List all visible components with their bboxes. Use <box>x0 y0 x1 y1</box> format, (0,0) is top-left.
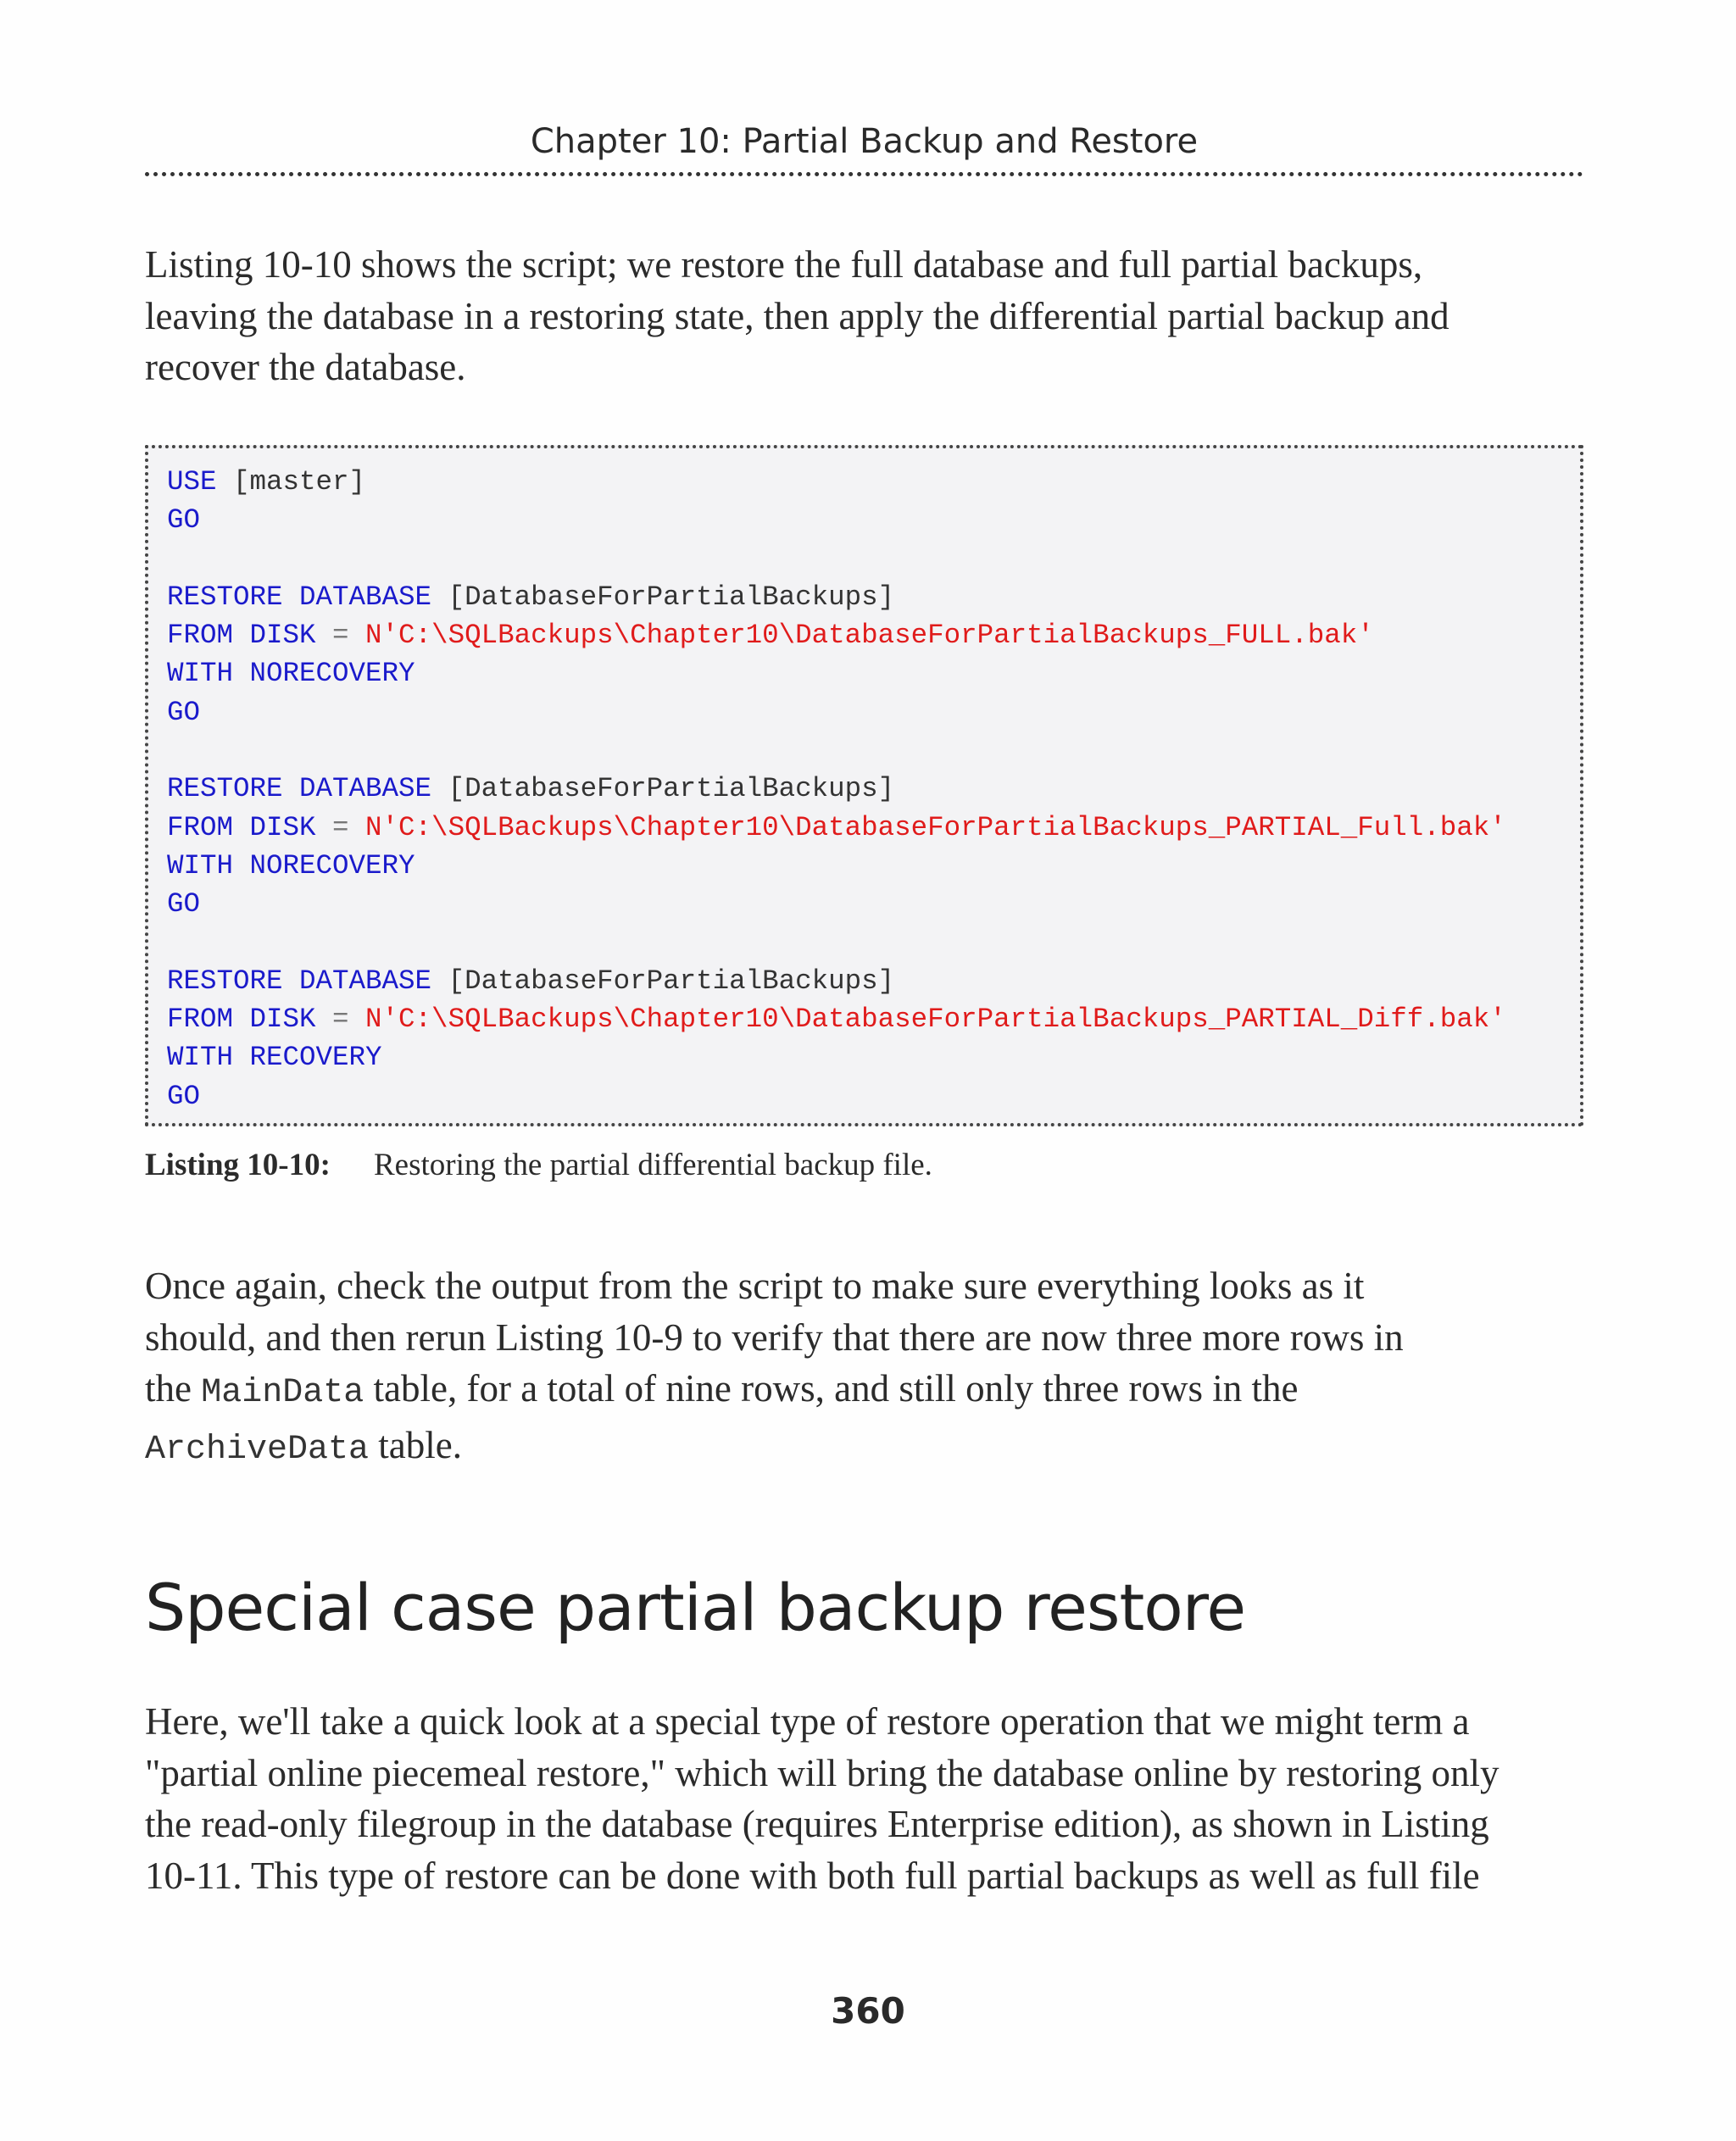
section-line-3: the read-only filegroup in the database (requires Enterprise edition), as shown in Listing <box>145 1803 1489 1845</box>
code-keyword: RESTORE DATABASE <box>167 965 432 997</box>
code-line <box>167 809 1580 847</box>
followup-paragraph <box>145 1260 1583 1476</box>
code-line <box>167 962 1580 1000</box>
code-line <box>167 693 1580 731</box>
code-line <box>167 1077 1580 1115</box>
section-line-1: Here, we'll take a quick look at a special type of restore operation that we might term a <box>145 1700 1470 1743</box>
code-identifier: [DatabaseForPartialBackups] <box>431 773 895 805</box>
code-operator: = <box>315 1004 366 1036</box>
code-line <box>167 540 1580 578</box>
listing-caption-label: Listing 10-10: <box>145 1148 331 1182</box>
inline-code-maindata: MainData <box>201 1374 364 1412</box>
section-paragraph <box>145 1696 1583 1901</box>
code-operator: = <box>315 811 366 843</box>
section-line-4: 10-11. This type of restore can be done with both full partial backups as well as full file <box>145 1854 1480 1897</box>
code-keyword: RESTORE DATABASE <box>167 773 432 805</box>
followup-line-2: should, and then rerun Listing 10-9 to verify that there are now three more rows in <box>145 1315 1404 1359</box>
code-line <box>167 463 1580 501</box>
running-header: Chapter 10: Partial Backup and Restore <box>145 114 1583 176</box>
code-line <box>167 616 1580 654</box>
code-keyword: RESTORE DATABASE <box>167 581 432 613</box>
code-keyword: WITH NORECOVERY <box>167 849 415 881</box>
listing-caption <box>145 1144 1583 1187</box>
code-line <box>167 1000 1580 1038</box>
followup-line-4-suffix: table. <box>369 1423 462 1466</box>
code-keyword: USE <box>167 466 217 498</box>
code-keyword: FROM DISK <box>167 1004 316 1036</box>
code-line <box>167 885 1580 923</box>
code-line <box>167 770 1580 808</box>
code-keyword: GO <box>167 1080 201 1112</box>
intro-line-3: recover the database. <box>145 346 466 388</box>
code-keyword: FROM DISK <box>167 811 316 843</box>
code-listing <box>145 445 1583 1126</box>
followup-line-3-suffix: table, for a total of nine rows, and still only three rows in the <box>364 1367 1299 1410</box>
code-line <box>167 731 1580 770</box>
code-line <box>167 847 1580 885</box>
page-number: 360 <box>831 1990 905 2032</box>
code-string: N'C:\SQLBackups\Chapter10\DatabaseForPartialBackups_PARTIAL_Full.bak' <box>365 811 1506 843</box>
inline-code-archivedata: ArchiveData <box>145 1430 370 1469</box>
code-identifier: [DatabaseForPartialBackups] <box>431 965 895 997</box>
section-line-2: "partial online piecemeal restore," which will bring the database online by restoring only <box>145 1751 1500 1794</box>
code-keyword: WITH NORECOVERY <box>167 658 415 690</box>
code-line <box>167 501 1580 539</box>
followup-line-1: Once again, check the output from the script to make sure everything looks as it <box>145 1265 1365 1307</box>
code-line <box>167 1038 1580 1076</box>
code-line <box>167 654 1580 692</box>
intro-line-1: Listing 10-10 shows the script; we restore the full database and full partial backups, <box>145 243 1423 286</box>
intro-paragraph <box>145 239 1583 393</box>
code-line <box>167 578 1580 616</box>
code-keyword: GO <box>167 696 201 728</box>
code-line <box>167 924 1580 962</box>
code-keyword: GO <box>167 888 201 920</box>
code-keyword: GO <box>167 504 201 537</box>
code-lines <box>167 463 1580 1115</box>
listing-caption-text: Restoring the partial differential backup file. <box>374 1148 932 1182</box>
code-identifier: [master] <box>216 466 366 498</box>
code-string: N'C:\SQLBackups\Chapter10\DatabaseForPartialBackups_PARTIAL_Diff.bak' <box>365 1004 1506 1036</box>
section-heading: Special case partial backup restore <box>145 1570 1246 1645</box>
code-keyword: FROM DISK <box>167 620 316 652</box>
intro-line-2: leaving the database in a restoring state, then apply the differential partial backup and <box>145 294 1449 337</box>
code-identifier: [DatabaseForPartialBackups] <box>431 581 895 613</box>
code-string: N'C:\SQLBackups\Chapter10\DatabaseForPartialBackups_FULL.bak' <box>365 620 1374 652</box>
followup-line-3-prefix: the <box>145 1367 202 1410</box>
code-keyword: WITH RECOVERY <box>167 1042 382 1074</box>
code-operator: = <box>315 620 366 652</box>
